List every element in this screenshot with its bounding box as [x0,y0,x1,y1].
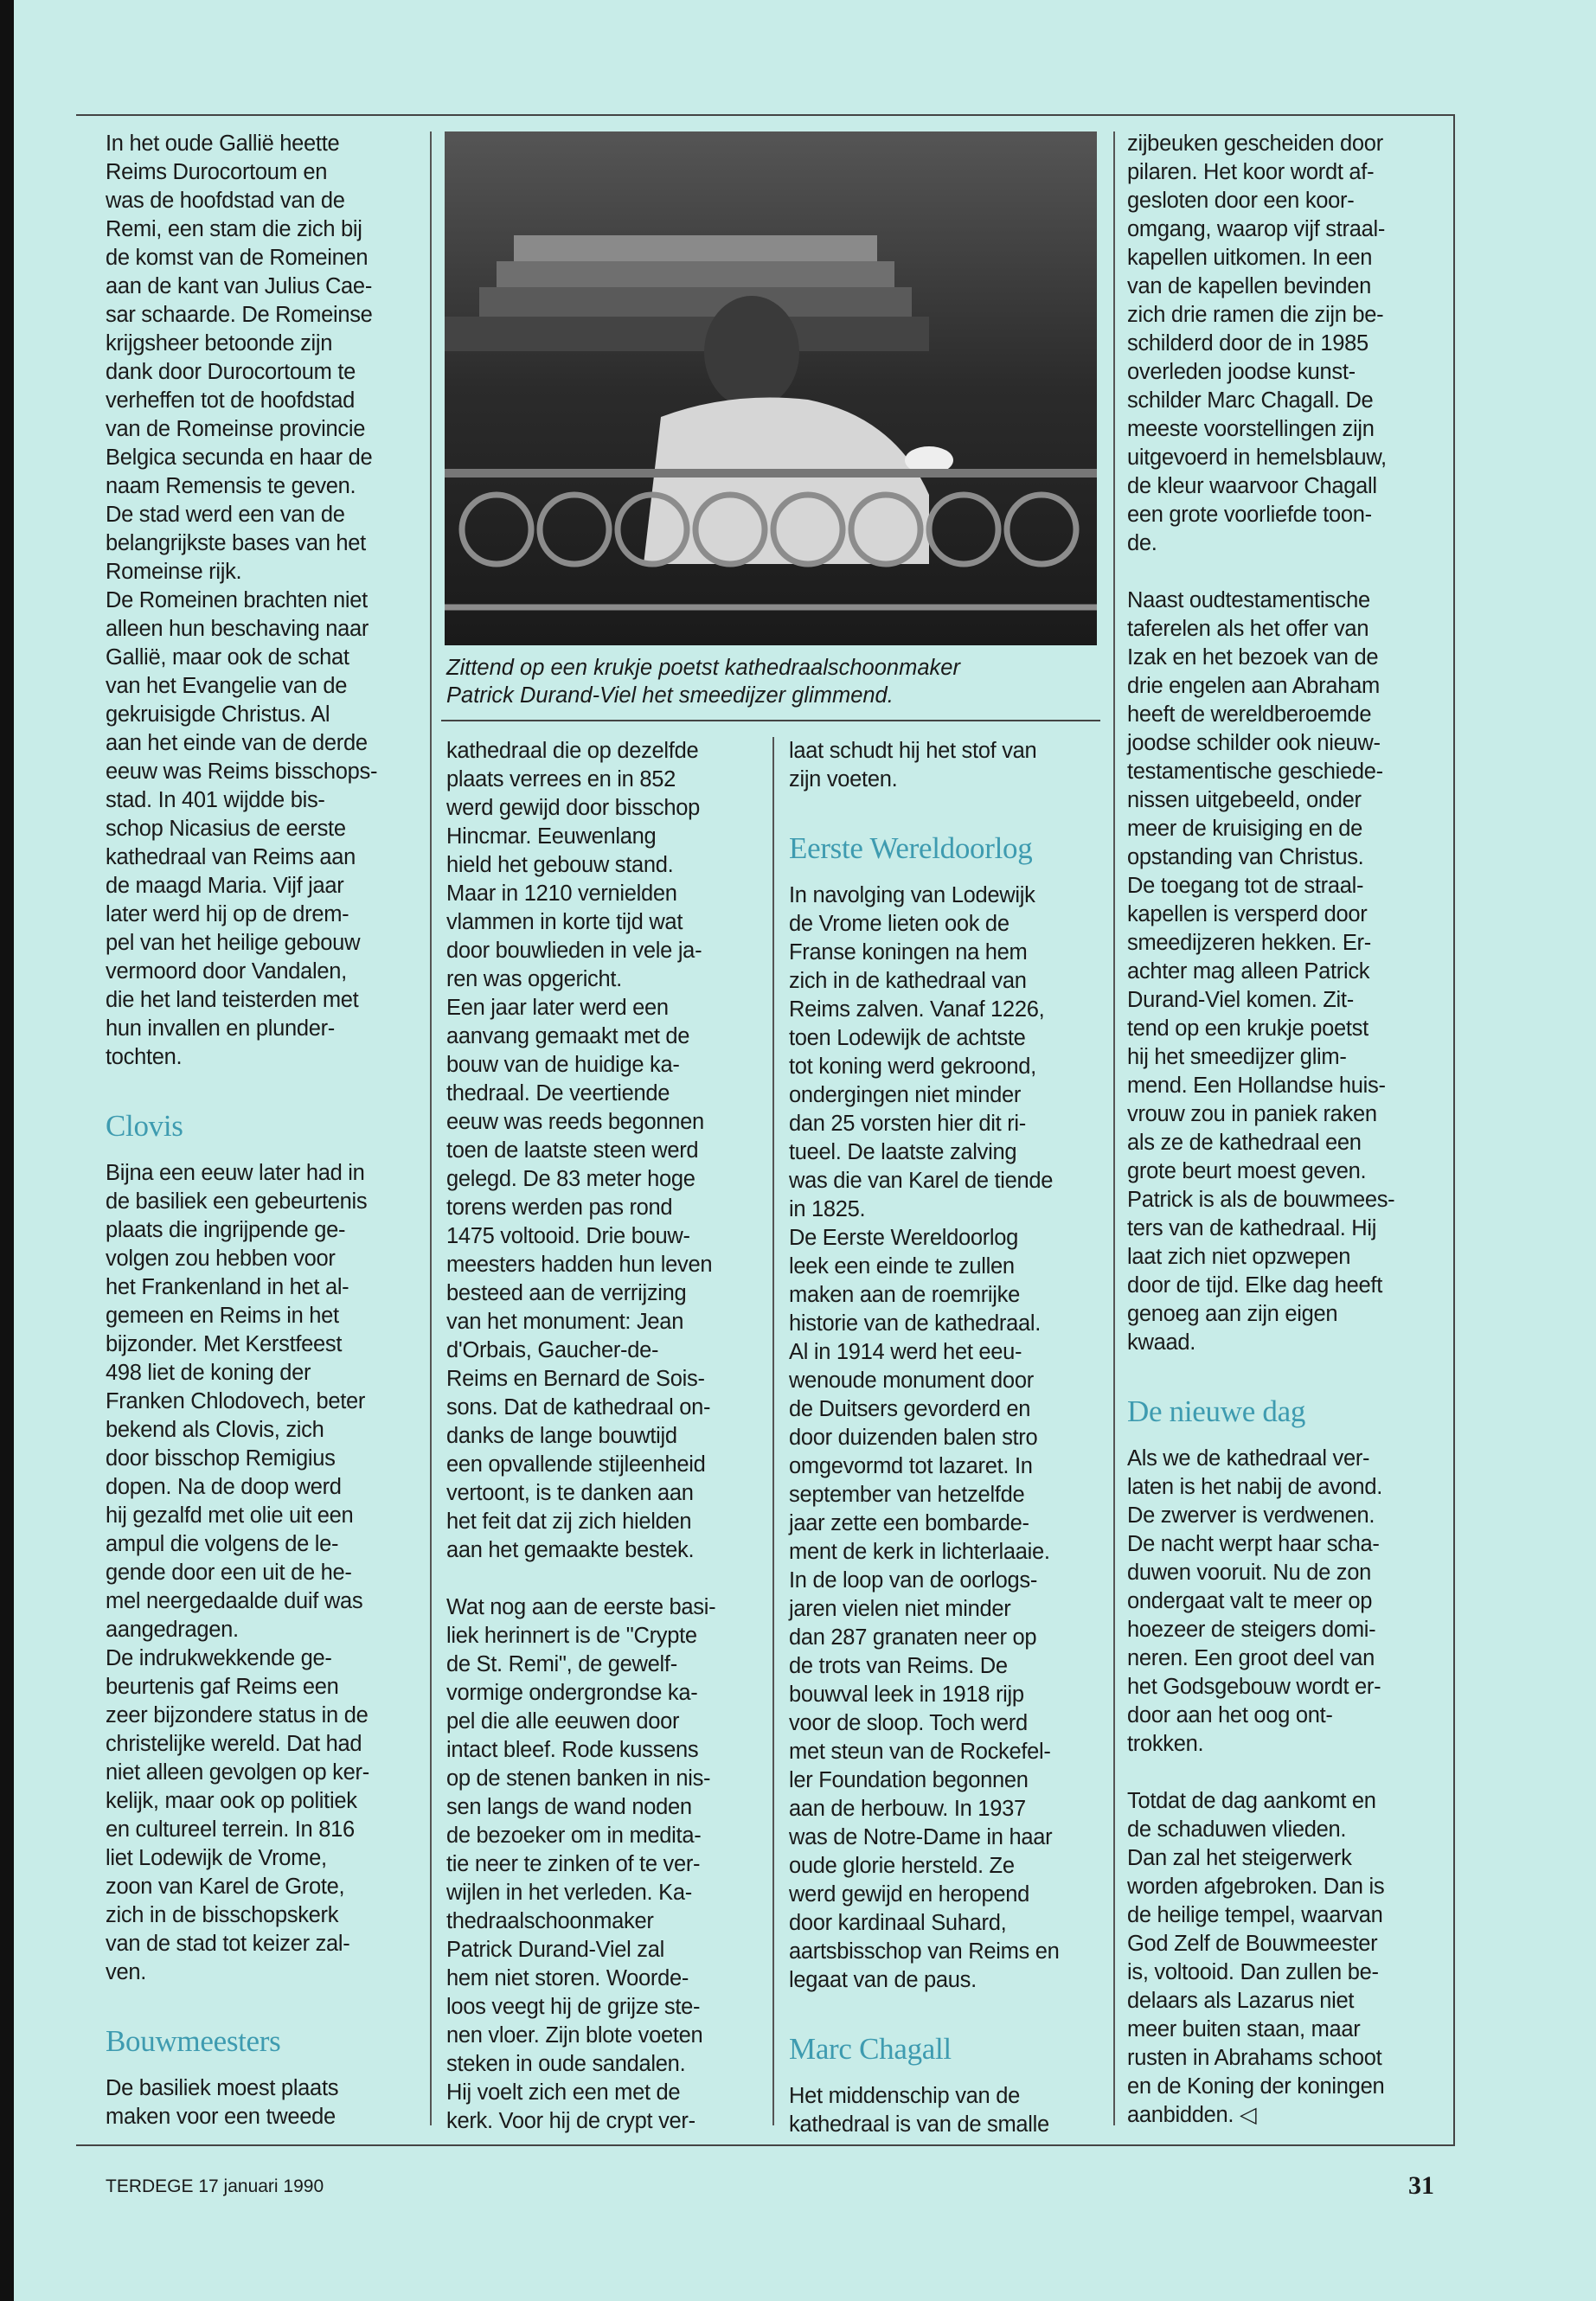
column-rule [430,131,432,2125]
paragraph: In navolging van Lodewijk de Vrome lieten ook de Franse koningen na hem zich in de kathedraal van Reims zalven. Vanaf 1226, toen Lodewijk de achtste tot koning werd gekroond, ondergingen niet minder dan 25 vorsten hier dit ri- tueel. De laatste zalving was die van Karel de tiende in 1825. De Eerste Wereldoorlog leek een einde te zullen maken aan de roemrijke historie van de kathedraal. Al in 1914 werd het eeu- wenoude monument door de Duitsers gevorderd en door duizenden balen stro omgevormd tot lazaret. In september van hetzelfde jaar zette een bombarde- ment de kerk in lichterlaaie. In de loop van de oorlogs- jaren vielen niet minder dan 287 granaten neer op de trots van Reims. De bouwval leek in 1918 rijp voor de sloop. Toch werd met steun van de Rockefel- ler Foundation begonnen aan de herbouw. In 1937 was de Notre-Dame in haar oude glorie hersteld. Ze werd gewijd en heropend door kardinaal Suhard, aartsbisschop van Reims en legaat van de paus. [789,883,1060,1992]
paragraph: Als we de kathedraal ver- laten is het nabij de avond. De zwerver is verdwenen. De nacht werpt haar scha- duwen vooruit. Nu de zon ondergaat valt te meer op hoezeer de steigers domi- neren. Een groot deel van het Godsgebouw wordt er- door aan het oog ont- trokken. [1127,1446,1382,1756]
cathedral-photo [445,131,1097,645]
paragraph: Naast oudtestamentische taferelen als het offer van Izak en het bezoek van de drie engelen aan Abraham heeft de wereldberoemde joodse schilder ook nieuw- testamentische geschiede- nissen uitgebeeld, onder meer de kruisiging en de opstanding van Christus. De toegang tot de straal- kapellen is versperd door smeedijzeren hekken. Er- achter mag alleen Patrick Durand-Viel komen. Zit- tend op een krukje poetst hij het smeedijzer glim- mend. Een Hollandse huis- vrouw zou in paniek raken als ze de kathedraal een grote beurt moest geven. Patrick is als de bouwmees- ters van de kathedraal. Hij laat zich niet opzwepen door de tijd. Elke dag heeft genoeg aan zijn eigen kwaad. [1127,588,1395,1355]
section-heading-de-nieuwe-dag: De nieuwe dag [1127,1394,1306,1428]
column-1 [106,130,417,2131]
paragraph: zijbeuken gescheiden door pilaren. Het koor wordt af- gesloten door een koor- omgang, waarop vijf straal- kapellen uitkomen. In een van de kapellen bevinden zich drie ramen die zijn be- schilderd door de in 1985 overleden joodse kunst- schilder Marc Chagall. De meeste voorstellingen zijn uitgevoerd in hemelsblauw, de kleur waarvoor Chagall een grote voorliefde toon- de. [1127,131,1387,555]
paragraph: Het middenschip van de kathedraal is van de smalle [789,2084,1049,2137]
section-heading-marc-chagall: Marc Chagall [789,2032,952,2066]
paragraph: laat schudt hij het stof van zijn voeten. [789,739,1037,792]
column-4 [1127,130,1439,2130]
paragraph: De basiliek moest plaats maken voor een tweede [106,2076,339,2129]
photo-illustration [445,131,1097,645]
paragraph: Wat nog aan de eerste basi- liek herinnert is de "Crypte de St. Remi", de gewelf- vormige ondergrondse ka- pel die alle eeuwen door intact bleef. Rode kussens op de stenen banken in nis- sen langs de wand noden de bezoeker om in medita- tie neer te zinken of te ver- wijlen in het verleden. Ka- thedraalschoonmaker Patrick Durand-Viel zal hem niet storen. Woorde- loos veegt hij de grijze ste- nen vloer. Zijn blote voeten steken in oude sandalen. Hij voelt zich een met de kerk. Voor hij de crypt ver- [446,1595,716,2133]
paragraph: Totdat de dag aankomt en de schaduwen vlieden. Dan zal het steigerwerk worden afgebroken. Dan is de heilige tempel, waarvan God Zelf de Bouwmeester is, voltooid. Dan zullen be- delaars als Lazarus niet meer buiten staan, maar rusten in Abrahams schoot en de Koning der koningen aanbidden. ◁ [1127,1789,1385,2127]
publication-footer: TERDEGE 17 januari 1990 [106,2176,324,2196]
paragraph: kathedraal die op dezelfde plaats verrees en in 852 werd gewijd door bisschop Hincmar. Eeuwenlang hield het gebouw stand. Maar in 1210 vernielden vlammen in korte tijd wat door bouwlieden in vele ja- ren was opgericht. Een jaar later werd een aanvang gemaakt met de bouw van de huidige ka- thedraal. De veertiende eeuw was reeds begonnen toen de laatste steen werd gelegd. De 83 meter hoge torens werden pas rond 1475 voltooid. Drie bouw- meesters hadden hun leven besteed aan de verrijzing van het monument: Jean d'Orbais, Gaucher-de- Reims en Bernard de Sois- sons. Dat de kathedraal on- danks de lange bouwtijd een opvallende stijleenheid vertoont, is te danken aan het feit dat zij zich hielden aan het gemaakte bestek. [446,739,713,1562]
column-rule [1113,131,1115,2125]
column-2 [446,737,762,2136]
column-rule [772,737,774,2125]
photo-caption: Zittend op een krukje poetst kathedraalschoonmaker Patrick Durand-Viel het smeedijzer glimmend. [446,656,960,708]
column-3 [789,737,1109,2139]
section-heading-clovis: Clovis [106,1109,183,1143]
page-number: 31 [1408,2171,1434,2200]
caption-rule [441,720,1100,721]
section-heading-bouwmeesters: Bouwmeesters [106,2024,281,2058]
section-heading-eerste-wereldoorlog: Eerste Wereldoorlog [789,831,1033,865]
paragraph: In het oude Gallië heette Reims Durocortoum en was de hoofdstad van de Remi, een stam die zich bij de komst van de Romeinen aan de kant van Julius Cae- sar schaarde. De Romeinse krijgsheer betoonde zijn dank door Durocortoum te verheffen tot de hoofdstad van de Romeinse provincie Belgica secunda en haar de naam Remensis te geven. De stad werd een van de belangrijkste bases van het Romeinse rijk. De Romeinen brachten niet alleen hun beschaving naar Gallië, maar ook de schat van het Evangelie van de gekruisigde Christus. Al aan het einde van de derde eeuw was Reims bisschops- stad. In 401 wijdde bis- schop Nicasius de eerste kathedraal van Reims aan de maagd Maria. Vijf jaar later werd hij op de drem- pel van het heilige gebouw vermoord door Vandalen, die het land teisterden met hun invallen en plunder- tochten. [106,131,378,1069]
paragraph: Bijna een eeuw later had in de basiliek een gebeurtenis plaats die ingrijpende ge- volgen zou hebben voor het Frankenland in het al- gemeen en Reims in het bijzonder. Met Kerstfeest 498 liet de koning der Franken Chlodovech, beter bekend als Clovis, zich door bisschop Remigius dopen. Na de doop werd hij gezalfd met olie uit een ampul die volgens de le- gende door een uit de he- mel neergedaalde duif was aangedragen. De indrukwekkende ge- beurtenis gaf Reims een zeer bijzondere status in de christelijke wereld. Dat had niet alleen gevolgen op ker- kelijk, maar ook op politiek en cultureel terrein. In 816 liet Lodewijk de Vrome, zoon van Karel de Grote, zich in de bisschopskerk van de stad tot keizer zal- ven. [106,1161,369,1984]
scan-edge [0,0,14,2301]
